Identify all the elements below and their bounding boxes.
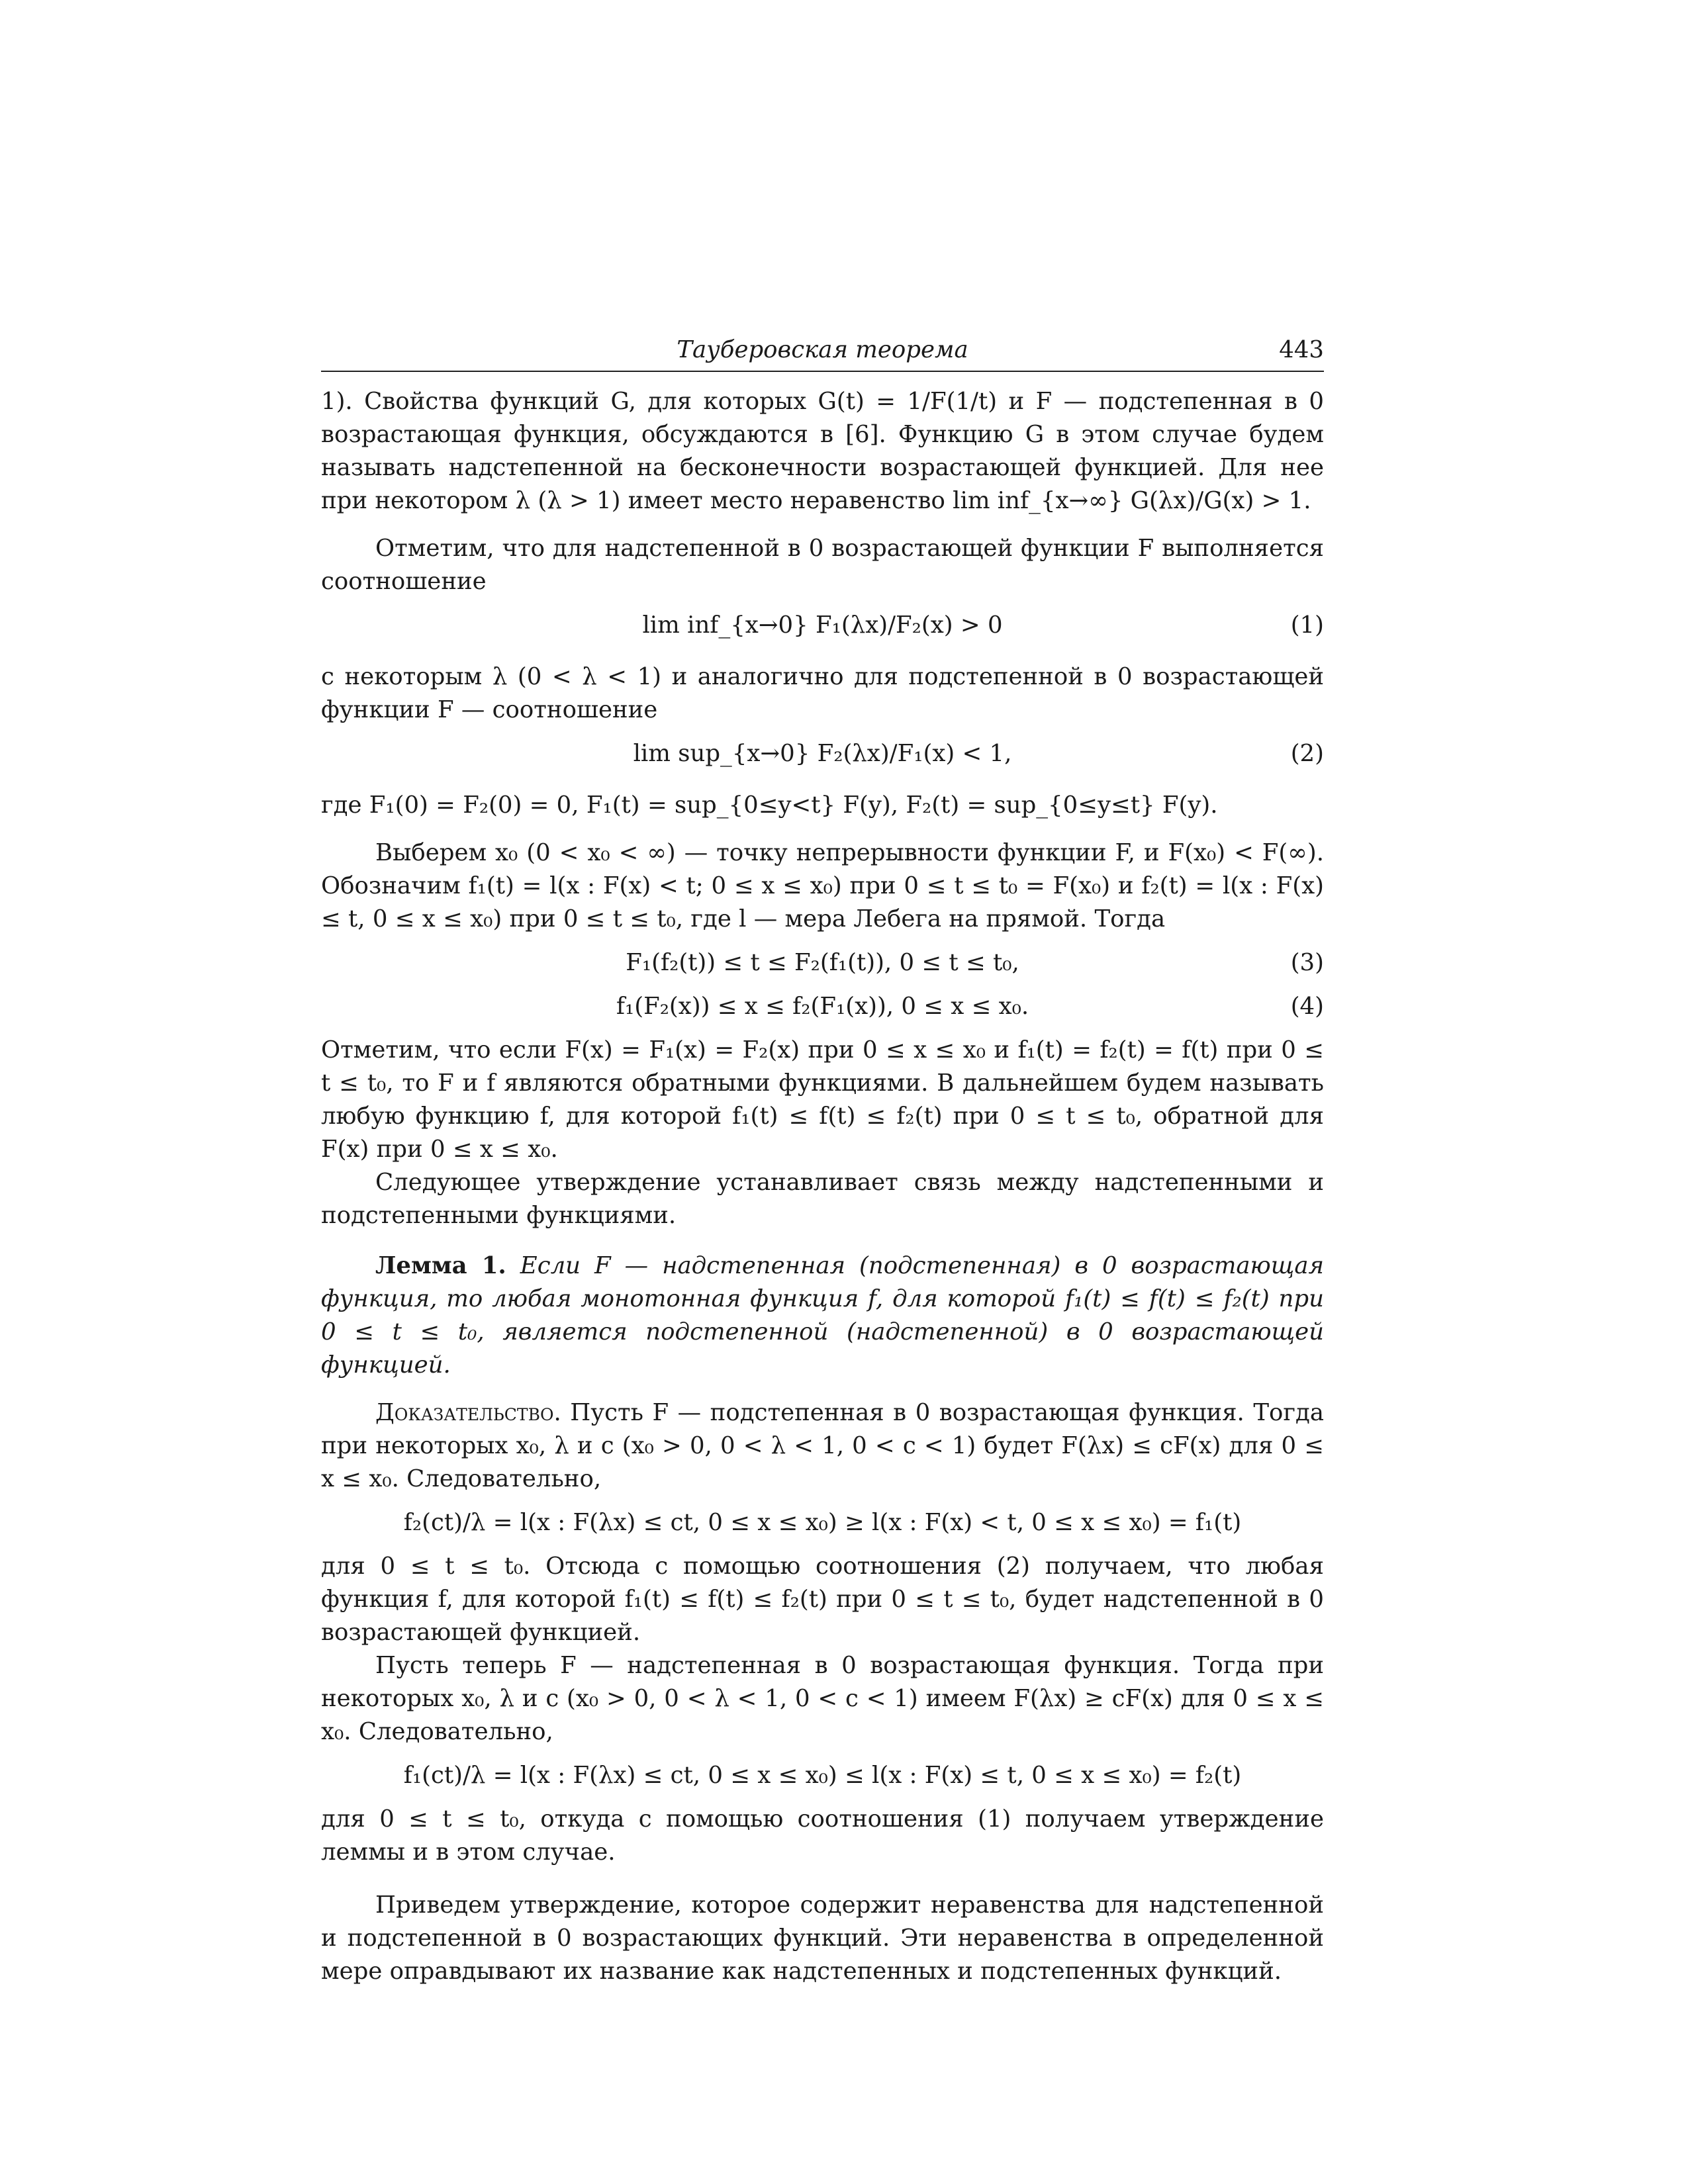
equation-4 [321,990,1324,1023]
paragraph-7: Следующее утверждение устанавливает связь между надстепенными и подстепенными функциями. [321,1169,1324,1229]
equation-4-body: f₁(F₂(x)) ≤ x ≤ f₂(F₁(x)), 0 ≤ x ≤ x₀. [616,993,1029,1020]
equation-5-body: f₂(ct)/λ = l(x : F(λx) ≤ ct, 0 ≤ x ≤ x₀) ≥ l(x : F(x) < t, 0 ≤ x ≤ x₀) = f₁(t) [403,1509,1242,1536]
equation-2-body: lim sup_{x→0} F₂(λx)/F₁(x) < 1, [633,740,1012,767]
equation-1-body: lim inf_{x→0} F₁(λx)/F₂(x) > 0 [642,612,1003,639]
proof-text-1: Пусть F — подстепенная в 0 возрастающая функция. Тогда при некоторых x₀, λ и c (x₀ > 0, 0 < λ < 1, 0 < c < 1) будет F(λx) ≤ cF(x) для 0 ≤ x ≤ x₀. Следовательно, [321,1399,1324,1492]
equation-4-number: (4) [1290,993,1324,1020]
lemma-title: Лемма 1. [375,1252,506,1279]
paragraph-2: Отметим, что для надстепенной в 0 возрастающей функции F выполняется соотношение [321,535,1324,595]
equation-3-number: (3) [1290,949,1324,976]
equation-6-body: f₁(ct)/λ = l(x : F(λx) ≤ ct, 0 ≤ x ≤ x₀) ≤ l(x : F(x) ≤ t, 0 ≤ x ≤ x₀) = f₂(t) [403,1762,1242,1789]
running-header [321,331,1324,372]
paragraph-1: 1). Свойства функций G, для которых G(t) = 1/F(1/t) и F — подстепенная в 0 возрастающая функция, обсуждаются в [6]. Функцию G в этом случае будем называть надстепенной на бесконечности возрастающей функцией. Для нее при некотором λ (λ > 1) имеет место неравенство lim inf_{x→∞} G(λx)/G(x) > 1. [321,388,1324,514]
equation-6 [321,1759,1324,1792]
page [321,331,1324,1988]
paragraph-12: Приведем утверждение, которое содержит неравенства для надстепенной и подстепенной в 0 возрастающих функций. Эти неравенства в определенной мере оправдывают их название как надстепенных и подстепенных функций. [321,1891,1324,1985]
equation-2-number: (2) [1290,740,1324,767]
paragraph-5: Выберем x₀ (0 < x₀ < ∞) — точку непрерывности функции F, и F(x₀) < F(∞). Обозначим f₁(t) = l(x : F(x) < t; 0 ≤ x ≤ x₀) при 0 ≤ t ≤ t₀ = F(x₀) и f₂(t) = l(x : F(x) ≤ t, 0 ≤ x ≤ x₀) при 0 ≤ t ≤ t₀, где l — мера Лебега на прямой. Тогда [321,839,1324,933]
proof-heading: Доказательство. [375,1399,561,1426]
equation-1-number: (1) [1290,612,1324,639]
proof-paragraph-1 [321,1396,1324,1496]
paragraph-6: Отметим, что если F(x) = F₁(x) = F₂(x) при 0 ≤ x ≤ x₀ и f₁(t) = f₂(t) = f(t) при 0 ≤ t ≤ t₀, то F и f являются обратными функциями. В дальнейшем будем называть любую функцию f, для которой f₁(t) ≤ f(t) ≤ f₂(t) при 0 ≤ t ≤ t₀, обратной для F(x) при 0 ≤ x ≤ x₀. [321,1036,1324,1163]
paragraph-11: для 0 ≤ t ≤ t₀, откуда с помощью соотношения (1) получаем утверждение леммы и в этом случае. [321,1805,1324,1866]
equation-1 [321,609,1324,650]
running-title: Тауберовская теорема [677,336,968,363]
equation-3 [321,946,1324,979]
equation-3-body: F₁(f₂(t)) ≤ t ≤ F₂(f₁(t)), 0 ≤ t ≤ t₀, [626,949,1019,976]
paragraph-4: где F₁(0) = F₂(0) = 0, F₁(t) = sup_{0≤y<t} F(y), F₂(t) = sup_{0≤y≤t} F(y). [321,792,1218,819]
page-number: 443 [1279,336,1324,363]
equation-2 [321,737,1324,778]
paragraph-10: Пусть теперь F — надстепенная в 0 возрастающая функция. Тогда при некоторых x₀, λ и c (x₀ > 0, 0 < λ < 1, 0 < c < 1) имеем F(λx) ≥ cF(x) для 0 ≤ x ≤ x₀. Следовательно, [321,1652,1324,1745]
equation-5 [321,1506,1324,1539]
paragraph-9: для 0 ≤ t ≤ t₀. Отсюда с помощью соотношения (2) получаем, что любая функция f, для которой f₁(t) ≤ f(t) ≤ f₂(t) при 0 ≤ t ≤ t₀, будет надстепенной в 0 возрастающей функцией. [321,1553,1324,1646]
lemma-1 [321,1250,1324,1382]
paragraph-3: с некоторым λ (0 < λ < 1) и аналогично для подстепенной в 0 возрастающей функции F — соотношение [321,663,1324,723]
lemma-body: Если F — надстепенная (подстепенная) в 0 возрастающая функция, то любая монотонная функция f, для которой f₁(t) ≤ f(t) ≤ f₂(t) при 0 ≤ t ≤ t₀, является подстепенной (надстепенной) в 0 возрастающей функцией. [321,1252,1324,1379]
